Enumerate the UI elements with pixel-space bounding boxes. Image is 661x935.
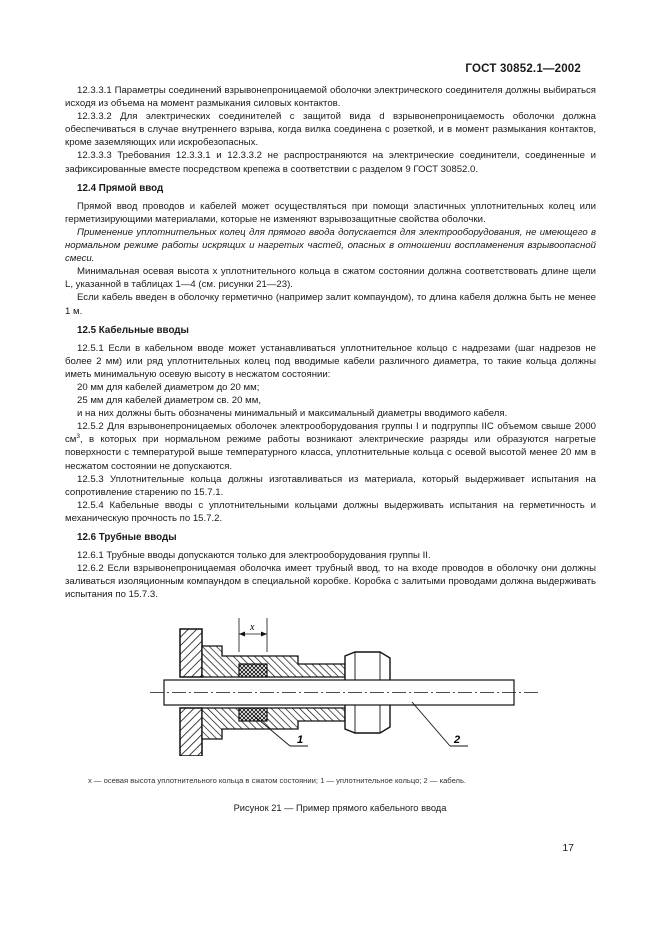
paragraph-axial-height: Минимальная осевая высота x уплотнительного кольца в сжатом состоянии должна соответствовать длине щели L, указанной в таблицах 1—4 (см. рисунки 21—23). <box>65 266 596 291</box>
figure-legend: x — осевая высота уплотнительного кольца в сжатом состоянии; 1 — уплотнительное кольцо; 2 — кабель. <box>88 776 467 785</box>
list-item-25mm: 25 мм для кабелей диаметром св. 20 мм, <box>77 395 262 407</box>
paragraph-12-5-2: 12.5.2 Для взрывонепроницаемых оболочек электрооборудования группы I и подгруппы IIC объемом свыше 2000 $см^3$, в которых при нормальном режиме работы возникают электрические разряды или образуются нагретые поверхности с температурой выше температурного класса, уплотнительные кольца с осевой высотой менее 20 мм в несжатом состоянии не допускаются. <box>65 421 596 472</box>
seal-ring-upper <box>239 664 267 677</box>
section-heading-12-6: 12.6 Трубные вводы <box>77 532 177 543</box>
paragraph-12-3-3-3: 12.3.3.3 Требования 12.3.3.1 и 12.3.3.2 не распространяются на электрические соединители, соединенные и зафиксированные вместе посредством крепежа в соответствии с разделом 9 ГОСТ 30852.0. <box>65 150 596 175</box>
paragraph-12-5-1: 12.5.1 Если в кабельном вводе может устанавливаться уплотнительное кольцо с надрезами (шаг надрезов не более 2 мм) или ряд уплотнительных колец под вводимые кабели различного диаметра, то такие кольца должны иметь минимальную осевую высоту в несжатом состоянии: <box>65 342 596 380</box>
seal-ring-lower <box>239 708 267 721</box>
paragraph-12-6-2: 12.6.2 Если взрывонепроницаемая оболочка имеет трубный ввод, то на входе проводов в оболочку они должны заливаться изоляционным компаундом в специальной коробке. Коробка с залитыми проводами должна выдерживать испытания по 15.7.3. <box>65 563 596 601</box>
gland-body-lower <box>202 708 345 739</box>
paragraph-12-3-3-2: 12.3.3.2 Для электрических соединителей с защитой вида d взрывонепроницаемость оболочки должна обеспечиваться в случае внутреннего взрыва, когда вилка соединена с розеткой, и в момент размыкания контактов, кроме заземляющих или искробезопасных. <box>65 111 596 149</box>
dimension-x <box>239 618 267 652</box>
paragraph-12-6-1: 12.6.1 Трубные вводы допускаются только для электрооборудования группы II. <box>77 550 431 562</box>
paragraph-12-5-4: 12.5.4 Кабельные вводы с уплотнительными кольцами должны выдерживать испытания на герметичность и механическую прочность по 15.7.2. <box>65 499 596 524</box>
section-heading-12-4: 12.4 Прямой ввод <box>77 182 164 194</box>
label-1: 1 <box>297 734 304 746</box>
paragraph-diameters-marking: и на них должны быть обозначены минимальный и максимальный диаметры вводимого кабеля. <box>77 408 508 420</box>
figure-caption: Рисунок 21 — Пример прямого кабельного ввода <box>233 803 447 813</box>
leader-2 <box>412 702 468 746</box>
document-body <box>65 84 596 601</box>
enclosure-wall-upper <box>180 629 202 677</box>
list-item-20mm: 20 мм для кабелей диаметром до 20 мм; <box>77 381 260 393</box>
cable-entry-figure <box>150 616 540 756</box>
page-number: 17 <box>562 842 574 854</box>
paragraph-direct-entry: Прямой ввод проводов и кабелей может осуществляться при помощи эластичных уплотнительных колец или герметизирующими материалами, которые не изменяют взрывозащитные свойства оболочки. <box>65 200 596 225</box>
document-header: ГОСТ 30852.1—2002 <box>465 63 581 75</box>
paragraph-seal-rings-usage: Применение уплотнительных колец для прямого ввода допускается для электрооборудования, не имеющего в нормальном режиме работы искрящих и нагретых частей, опасных в отношении воспламенения взрывоопасной смеси. <box>65 226 596 265</box>
enclosure-wall-lower <box>180 708 202 756</box>
gland-body-upper <box>202 646 345 677</box>
paragraph-12-5-3: 12.5.3 Уплотнительные кольца должны изготавливаться из материала, который выдерживает испытания на сопротивление старению по 15.7.1. <box>65 473 596 498</box>
label-2: 2 <box>454 734 461 746</box>
paragraph-cable-length: Если кабель введен в оболочку герметично (например залит компаундом), то длина кабеля должна быть не менее 1 м. <box>65 292 596 317</box>
paragraph-12-3-3-1: 12.3.3.1 Параметры соединений взрывонепроницаемой оболочки электрического соединителя должны выбираться исходя из объема на момент размыкания силовых контактов. <box>65 85 596 110</box>
section-heading-12-5: 12.5 Кабельные вводы <box>77 324 189 336</box>
label-x: x <box>250 622 255 633</box>
